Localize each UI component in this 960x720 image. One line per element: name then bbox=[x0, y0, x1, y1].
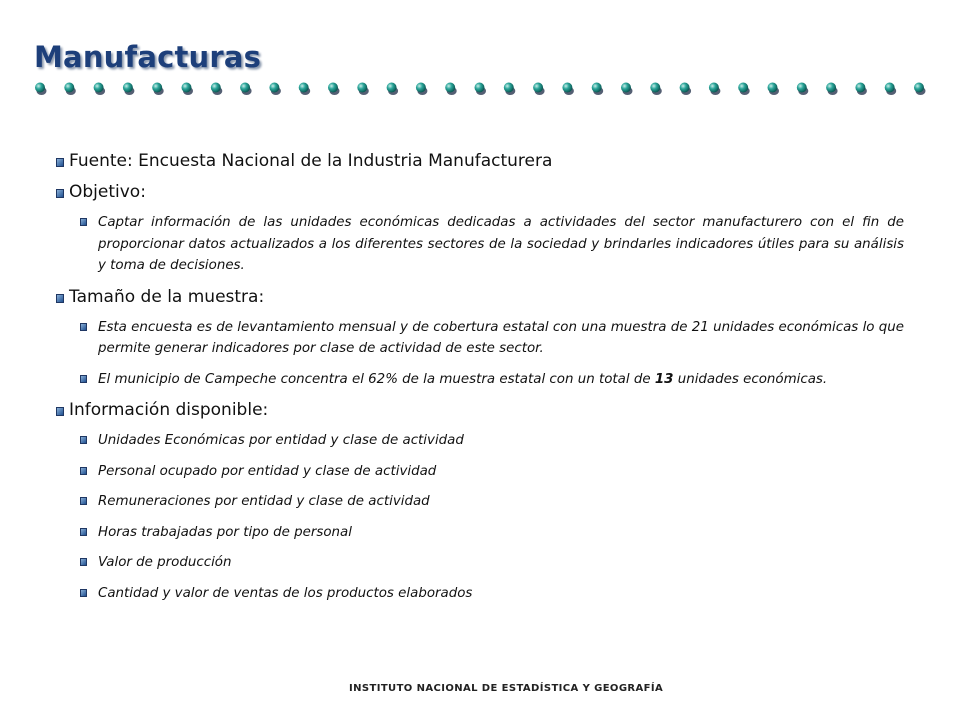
square-bullet-icon bbox=[56, 294, 64, 303]
fuente-item bbox=[56, 150, 904, 172]
decorative-dot bbox=[35, 83, 45, 93]
list-item: Valor de producción bbox=[80, 552, 904, 574]
decorative-dot bbox=[738, 83, 748, 93]
list-item: Unidades Económicas por entidad y clase de actividad bbox=[80, 430, 904, 452]
objetivo-label: Objetivo: bbox=[69, 182, 146, 202]
muestra-text-2: El municipio de Campeche concentra el 62% de la muestra estatal con un total de 13 unidades económicas. bbox=[98, 371, 828, 387]
decorative-dot bbox=[533, 83, 543, 93]
decorative-dot bbox=[152, 83, 162, 93]
square-bullet-icon bbox=[56, 189, 64, 198]
muestra-count: 13 bbox=[654, 371, 674, 387]
decorative-dot bbox=[826, 83, 836, 93]
square-bullet-icon bbox=[80, 497, 87, 505]
square-bullet-icon bbox=[80, 467, 87, 475]
slide-content bbox=[56, 150, 904, 613]
page-title: Manufacturas bbox=[34, 40, 262, 74]
decorative-dot bbox=[64, 83, 74, 93]
decorative-dot bbox=[182, 83, 192, 93]
muestra-item-1 bbox=[80, 317, 904, 360]
square-bullet-icon bbox=[80, 589, 87, 597]
objetivo-heading bbox=[56, 181, 904, 203]
muestra-text-1: Esta encuesta es de levantamiento mensual y de cobertura estatal con una muestra de 21 unidades económicas lo que permite generar indicadores por clase de actividad de este sector. bbox=[98, 319, 904, 356]
square-bullet-icon bbox=[80, 218, 87, 226]
decorative-dot bbox=[562, 83, 572, 93]
decorative-dot bbox=[123, 83, 133, 93]
square-bullet-icon bbox=[56, 407, 64, 416]
muestra-heading bbox=[56, 286, 904, 308]
decorative-dot bbox=[269, 83, 279, 93]
decorative-dot bbox=[680, 83, 690, 93]
decorative-dot bbox=[621, 83, 631, 93]
decorative-dot bbox=[855, 83, 865, 93]
decorative-dot bbox=[797, 83, 807, 93]
decorative-dot bbox=[211, 83, 221, 93]
decorative-dot bbox=[445, 83, 455, 93]
decorative-dot bbox=[328, 83, 338, 93]
square-bullet-icon bbox=[80, 436, 87, 444]
decorative-dot bbox=[650, 83, 660, 93]
objetivo-text: Captar información de las unidades económicas dedicadas a actividades del sector manufacturero con el fin de proporcionar datos actualizados a los diferentes sectores de la sociedad y brindarles indicadores útiles para su análisis y toma de decisiones. bbox=[98, 215, 904, 273]
decorative-dot bbox=[357, 83, 367, 93]
square-bullet-icon bbox=[80, 323, 87, 331]
decorative-dot bbox=[387, 83, 397, 93]
decorative-dot bbox=[768, 83, 778, 93]
institution-footer: INSTITUTO NACIONAL DE ESTADÍSTICA Y GEOGRAFÍA bbox=[349, 683, 664, 694]
fuente-text: Fuente: Encuesta Nacional de la Industria Manufacturera bbox=[69, 151, 553, 171]
informacion-label: Información disponible: bbox=[69, 400, 269, 420]
square-bullet-icon bbox=[80, 375, 87, 383]
decorative-dot bbox=[299, 83, 309, 93]
decorative-dot bbox=[240, 83, 250, 93]
objetivo-item bbox=[80, 212, 904, 277]
list-item: Horas trabajadas por tipo de personal bbox=[80, 522, 904, 544]
decorative-dot bbox=[592, 83, 602, 93]
decorative-dot-row bbox=[30, 76, 930, 100]
square-bullet-icon bbox=[56, 158, 64, 167]
decorative-dot bbox=[709, 83, 719, 93]
decorative-dot bbox=[475, 83, 485, 93]
decorative-dot bbox=[914, 83, 924, 93]
list-item: Cantidad y valor de ventas de los productos elaborados bbox=[80, 583, 904, 605]
decorative-dot bbox=[416, 83, 426, 93]
decorative-dot bbox=[504, 83, 514, 93]
informacion-heading bbox=[56, 399, 904, 421]
muestra-label: Tamaño de la muestra: bbox=[69, 286, 265, 307]
muestra-item-2 bbox=[80, 369, 904, 391]
decorative-dot bbox=[94, 83, 104, 93]
decorative-dot bbox=[885, 83, 895, 93]
list-item: Personal ocupado por entidad y clase de actividad bbox=[80, 461, 904, 483]
list-item: Remuneraciones por entidad y clase de actividad bbox=[80, 491, 904, 513]
square-bullet-icon bbox=[80, 558, 87, 566]
square-bullet-icon bbox=[80, 528, 87, 536]
